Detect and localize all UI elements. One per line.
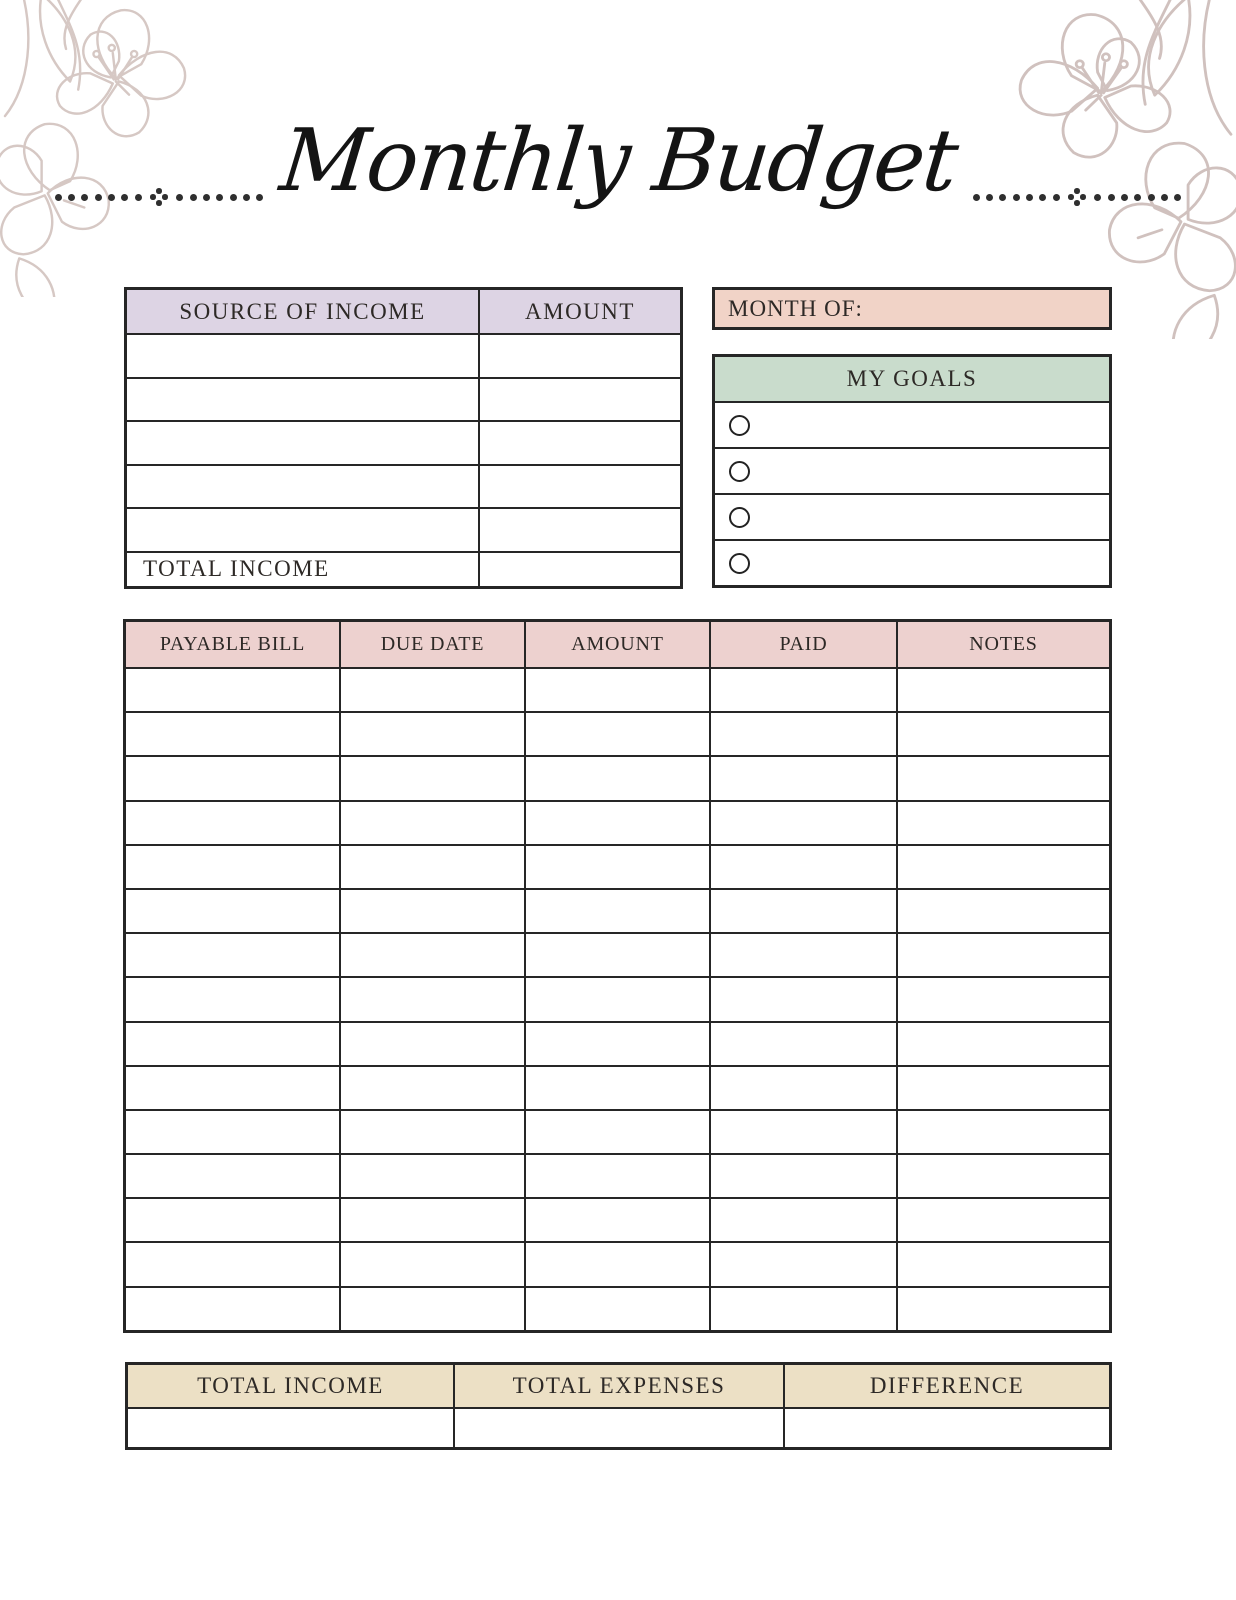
income-total-row [127, 551, 680, 586]
income-source-cell[interactable] [127, 379, 478, 421]
dot-icon [1148, 194, 1155, 201]
paid-cell[interactable] [709, 1023, 896, 1065]
paid-cell[interactable] [709, 1288, 896, 1330]
dot-icon [81, 194, 88, 201]
paid-cell[interactable] [709, 1243, 896, 1285]
summary-total-expenses-cell[interactable] [453, 1409, 783, 1447]
bill-row [126, 1241, 1109, 1285]
bill-name-cell[interactable] [126, 1155, 339, 1197]
amount-cell[interactable] [524, 1288, 709, 1330]
due-date-cell[interactable] [339, 1199, 524, 1241]
dot-icon [203, 194, 210, 201]
bill-name-cell[interactable] [126, 757, 339, 799]
dot-icon [999, 194, 1006, 201]
income-amount-cell[interactable] [478, 335, 680, 377]
bill-row [126, 1065, 1109, 1109]
due-date-cell[interactable] [339, 1067, 524, 1109]
paid-cell[interactable] [709, 934, 896, 976]
paid-cell[interactable] [709, 1067, 896, 1109]
notes-cell[interactable] [896, 846, 1109, 888]
bill-name-cell[interactable] [126, 934, 339, 976]
month-of-box [712, 287, 1112, 330]
bill-name-cell[interactable] [126, 802, 339, 844]
income-amount-cell[interactable] [478, 422, 680, 464]
my-goals-box [712, 354, 1112, 588]
bill-row [126, 1109, 1109, 1153]
dot-icon [1039, 194, 1046, 201]
dot-icon [1053, 194, 1060, 201]
bill-name-cell[interactable] [126, 890, 339, 932]
goal-text-field[interactable] [750, 403, 1109, 447]
income-source-cell[interactable] [127, 422, 478, 464]
due-date-cell[interactable] [339, 846, 524, 888]
bill-name-cell[interactable] [126, 713, 339, 755]
amount-cell[interactable] [524, 890, 709, 932]
summary-total-income-cell[interactable] [128, 1409, 453, 1447]
summary-total-income-header: TOTAL INCOME [197, 1373, 384, 1398]
paid-cell[interactable] [709, 669, 896, 711]
paid-cell[interactable] [709, 978, 896, 1020]
bill-name-cell[interactable] [126, 1288, 339, 1330]
income-source-header: SOURCE OF INCOME [179, 298, 426, 324]
income-amount-cell[interactable] [478, 466, 680, 508]
month-of-label: MONTH OF: [728, 295, 863, 321]
dot-divider-left [51, 188, 266, 206]
dot-icon [243, 194, 250, 201]
income-row [127, 507, 680, 551]
my-goals-header: MY GOALS [715, 357, 1109, 401]
dot-icon [121, 194, 128, 201]
dot-icon [256, 194, 263, 201]
notes-cell[interactable] [896, 669, 1109, 711]
summary-table-header [128, 1365, 1109, 1407]
goal-circle-icon[interactable] [729, 553, 750, 574]
income-table [124, 287, 683, 589]
amount-cell[interactable] [524, 1155, 709, 1197]
bill-row [126, 1021, 1109, 1065]
total-income-value-cell[interactable] [478, 553, 680, 586]
due-date-cell[interactable] [339, 757, 524, 799]
bill-row [126, 667, 1109, 711]
amount-cell[interactable] [524, 934, 709, 976]
notes-cell[interactable] [896, 1067, 1109, 1109]
due-date-cell[interactable] [339, 978, 524, 1020]
due-date-cell[interactable] [339, 1023, 524, 1065]
bill-row [126, 711, 1109, 755]
notes-cell[interactable] [896, 934, 1109, 976]
amount-cell[interactable] [524, 1199, 709, 1241]
dot-icon [1013, 194, 1020, 201]
bill-name-cell[interactable] [126, 1199, 339, 1241]
page-title: Monthly Budget [275, 111, 961, 211]
dot-icon [973, 194, 980, 201]
notes-cell[interactable] [896, 1243, 1109, 1285]
income-amount-header: AMOUNT [478, 290, 680, 333]
notes-cell[interactable] [896, 890, 1109, 932]
notes-cell[interactable] [896, 713, 1109, 755]
notes-cell[interactable] [896, 1023, 1109, 1065]
paid-cell[interactable] [709, 890, 896, 932]
income-amount-cell[interactable] [478, 509, 680, 551]
dot-icon [216, 194, 223, 201]
bill-name-cell[interactable] [126, 846, 339, 888]
bill-row [126, 888, 1109, 932]
amount-cell[interactable] [524, 669, 709, 711]
notes-header: NOTES [896, 622, 1109, 667]
paid-cell[interactable] [709, 802, 896, 844]
notes-cell[interactable] [896, 1288, 1109, 1330]
goal-row [715, 447, 1109, 493]
notes-cell[interactable] [896, 1111, 1109, 1153]
dot-icon [1094, 194, 1101, 201]
goal-row [715, 401, 1109, 447]
bill-name-cell[interactable] [126, 1067, 339, 1109]
summary-values-row [128, 1407, 1109, 1447]
bill-row [126, 1197, 1109, 1241]
amount-cell[interactable] [524, 846, 709, 888]
paid-cell[interactable] [709, 1199, 896, 1241]
dot-icon [1134, 194, 1141, 201]
total-income-label: TOTAL INCOME [143, 556, 330, 582]
dot-icon [1108, 194, 1115, 201]
goal-row [715, 493, 1109, 539]
dot-icon [68, 194, 75, 201]
paid-cell[interactable] [709, 846, 896, 888]
bill-row [126, 1286, 1109, 1330]
dot-icon [95, 194, 102, 201]
goal-row [715, 539, 1109, 585]
summary-total-expenses-header: TOTAL EXPENSES [453, 1365, 783, 1407]
goal-circle-icon[interactable] [729, 415, 750, 436]
income-row [127, 464, 680, 508]
dot-divider-right [969, 188, 1184, 206]
due-date-cell[interactable] [339, 1111, 524, 1153]
due-date-cell[interactable] [339, 1243, 524, 1285]
bill-row [126, 932, 1109, 976]
income-amount-cell[interactable] [478, 379, 680, 421]
dot-icon [1161, 194, 1168, 201]
amount-cell[interactable] [524, 1067, 709, 1109]
bills-table-header [126, 622, 1109, 667]
amount-cell[interactable] [524, 713, 709, 755]
bill-row [126, 976, 1109, 1020]
amount-cell[interactable] [524, 757, 709, 799]
dot-icon [1174, 194, 1181, 201]
dot-icon [190, 194, 197, 201]
due-date-cell[interactable] [339, 934, 524, 976]
paid-cell[interactable] [709, 713, 896, 755]
goal-text-field[interactable] [750, 449, 1109, 493]
diamond-dots-icon [150, 188, 168, 206]
due-date-cell[interactable] [339, 713, 524, 755]
bill-row [126, 800, 1109, 844]
dot-icon [176, 194, 183, 201]
title-band [0, 112, 1236, 211]
goal-text-field[interactable] [750, 541, 1109, 585]
bill-row [126, 755, 1109, 799]
dot-icon [1026, 194, 1033, 201]
goal-text-field[interactable] [750, 495, 1109, 539]
paid-cell[interactable] [709, 757, 896, 799]
payable-bill-header: PAYABLE BILL [159, 633, 306, 655]
summary-table [125, 1362, 1112, 1450]
due-date-cell[interactable] [339, 890, 524, 932]
dot-icon [135, 194, 142, 201]
bill-name-cell[interactable] [126, 1023, 339, 1065]
bill-row [126, 1153, 1109, 1197]
dot-icon [230, 194, 237, 201]
due-date-cell[interactable] [339, 669, 524, 711]
notes-cell[interactable] [896, 1155, 1109, 1197]
bill-row [126, 844, 1109, 888]
amount-header: AMOUNT [524, 622, 709, 667]
summary-difference-cell[interactable] [783, 1409, 1109, 1447]
bill-name-cell[interactable] [126, 978, 339, 1020]
income-source-cell[interactable] [127, 335, 478, 377]
dot-icon [108, 194, 115, 201]
amount-cell[interactable] [524, 1111, 709, 1153]
amount-cell[interactable] [524, 802, 709, 844]
dot-icon [1121, 194, 1128, 201]
income-source-cell[interactable] [127, 509, 478, 551]
due-date-cell[interactable] [339, 1155, 524, 1197]
notes-cell[interactable] [896, 757, 1109, 799]
dot-icon [55, 194, 62, 201]
income-row [127, 420, 680, 464]
amount-cell[interactable] [524, 1023, 709, 1065]
due-date-cell[interactable] [339, 802, 524, 844]
amount-cell[interactable] [524, 978, 709, 1020]
amount-cell[interactable] [524, 1243, 709, 1285]
month-value-field[interactable] [863, 290, 1109, 327]
payable-bills-table [123, 619, 1112, 1333]
notes-cell[interactable] [896, 978, 1109, 1020]
due-date-cell[interactable] [339, 1288, 524, 1330]
dot-icon [986, 194, 993, 201]
income-table-header [127, 290, 680, 333]
goal-circle-icon[interactable] [729, 461, 750, 482]
income-row [127, 377, 680, 421]
notes-cell[interactable] [896, 1199, 1109, 1241]
income-source-cell[interactable] [127, 466, 478, 508]
paid-cell[interactable] [709, 1155, 896, 1197]
bill-name-cell[interactable] [126, 1111, 339, 1153]
notes-cell[interactable] [896, 802, 1109, 844]
bill-name-cell[interactable] [126, 669, 339, 711]
paid-cell[interactable] [709, 1111, 896, 1153]
due-date-header: DUE DATE [339, 622, 524, 667]
paid-header: PAID [709, 622, 896, 667]
goal-circle-icon[interactable] [729, 507, 750, 528]
income-row [127, 333, 680, 377]
summary-difference-header: DIFFERENCE [783, 1365, 1109, 1407]
diamond-dots-icon [1068, 188, 1086, 206]
bill-name-cell[interactable] [126, 1243, 339, 1285]
